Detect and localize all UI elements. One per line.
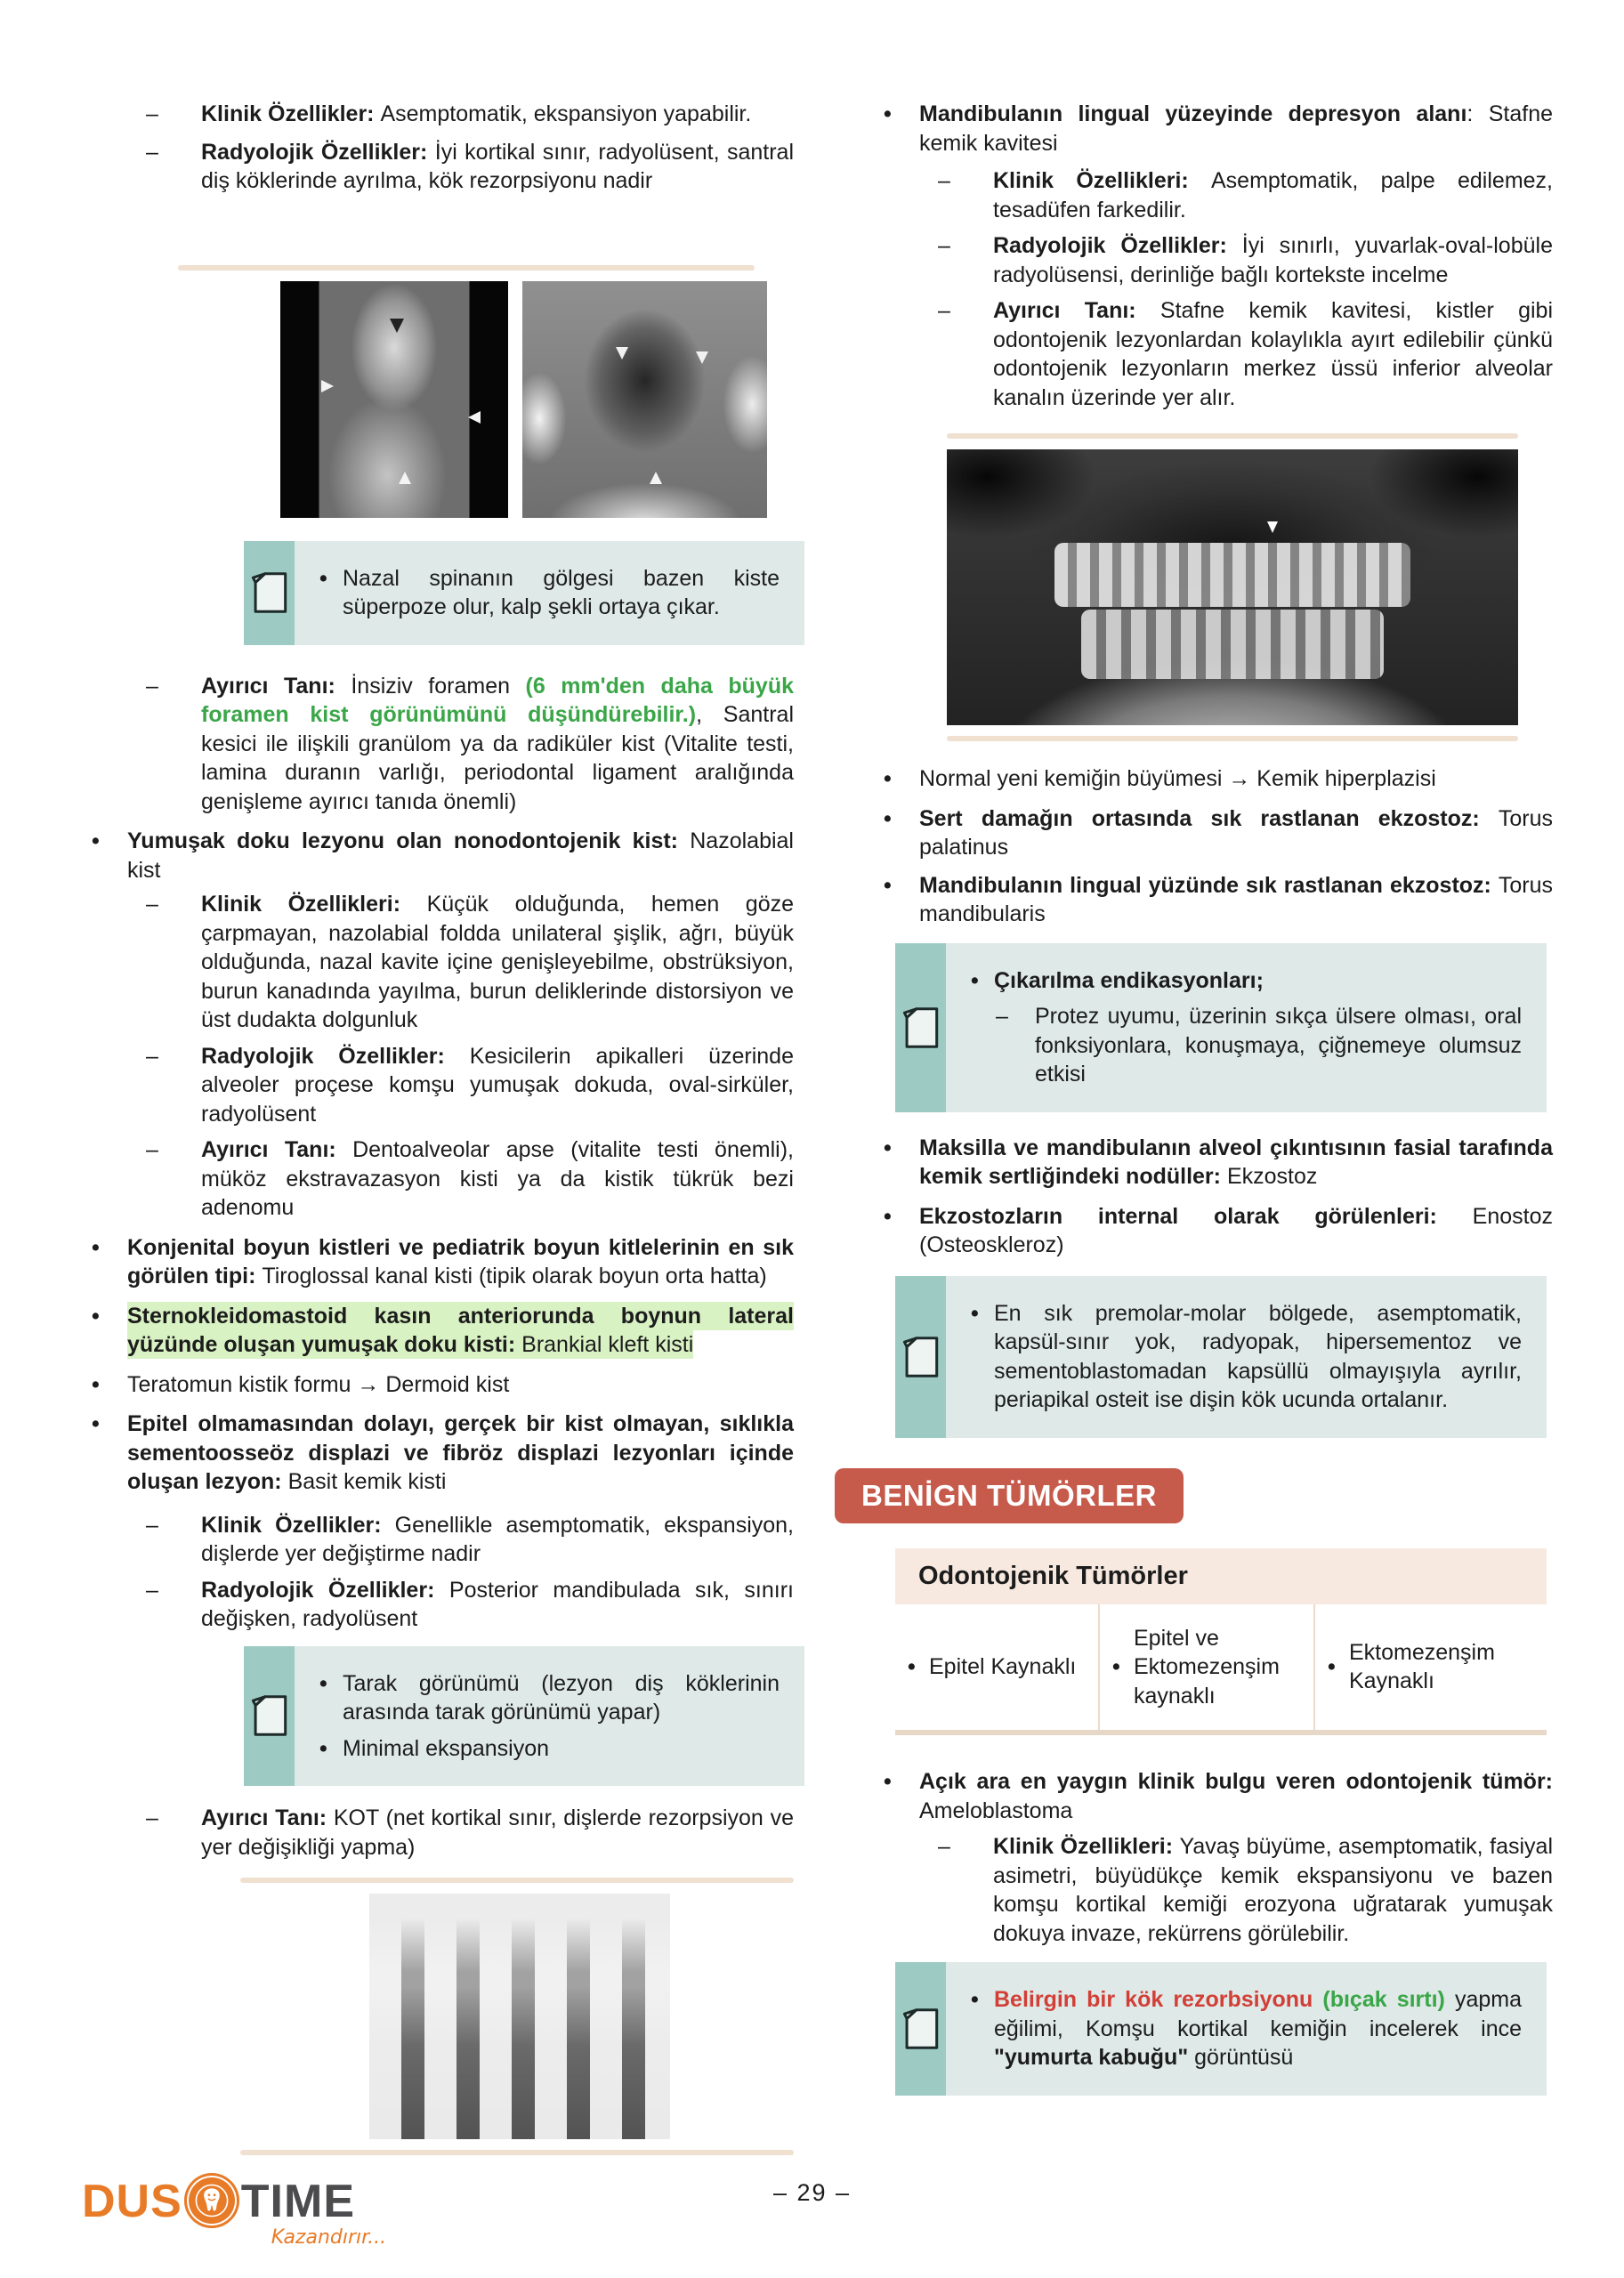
bullet-marker: • (319, 565, 327, 591)
table-body (895, 1604, 1547, 1736)
dash-item-differential (881, 296, 1553, 412)
dustime-logo (82, 2178, 386, 2248)
xray-wrap (947, 449, 1553, 725)
paragraph-text: Radyolojik Özellikler: İyi sınırlı, yuvarlak-oval-lobüle radyolüsensi, derinliğe bağlı kortekste incelme (993, 233, 1553, 287)
note-page-icon (901, 1004, 941, 1052)
paragraph-text: Normal yeni kemiğin büyümesi → Kemik hiperplazisi (919, 766, 1436, 791)
note-box-comb-appearance (244, 1646, 804, 1787)
note-text: En sık premolar-molar bölgede, asemptomatik, kapsül-sınır yok, radyopak, hipersementoz ve sementoblastomadan kapsüllü olmayışıyla ayrılır, periapikal osteit ise dişin kök ucunda ortalanır. (994, 1300, 1522, 1412)
bullet-item-ameloblastoma (881, 1767, 1553, 1825)
bullet-marker: • (884, 766, 892, 791)
note-body (295, 541, 804, 645)
figure-divider (947, 736, 1518, 741)
note-box-removal-indications (895, 943, 1547, 1112)
bullet-item-dermoid-cyst (89, 1370, 794, 1400)
note-item (971, 966, 1522, 996)
left-column (89, 100, 794, 2155)
dash-item-radiologic-features (89, 1042, 794, 1129)
xray-teeth-lower (1081, 610, 1384, 679)
paragraph-text: Klinik Özellikler: Genellikle asemptomatik, ekspansiyon, dişlerde yer değiştirme nadir (201, 1512, 795, 1566)
note-item (319, 1669, 780, 1727)
bullet-marker: • (884, 1135, 892, 1160)
note-body (946, 1276, 1547, 1438)
paragraph-text: Radyolojik Özellikler: Kesicilerin apikalleri üzerinde alveoler proçese komşu yumuşak dokuda, oval-sirküler, radyolüsent (201, 1043, 794, 1127)
paragraph-text: Teratomun kistik formu → Dermoid kist (127, 1371, 510, 1397)
table-cell-epithelial (895, 1604, 1100, 1731)
figure-molar-xray (89, 1878, 794, 2155)
xray-arrow (390, 319, 404, 333)
note-text: Belirgin bir kök rezorbsiyonu (bıçak sırtı) yapma eğilimi, Komşu kortikal kemiğin incelerek ince "yumurta kabuğu" görüntüsü (994, 1987, 1523, 2070)
bullet-marker: • (971, 967, 979, 993)
dash-item-radiologic-features (881, 231, 1553, 289)
tooth-logo-icon (184, 2173, 239, 2228)
odontogenic-tumors-table (895, 1548, 1547, 1736)
paragraph-text: Ayırıcı Tanı: İnsiziv foramen (6 mm'den daha büyük foramen kist görünümünü düşündürebilir.), Santral kesici ile ilişkili granülom ya da radiküler kist (Vitalite testi, lamina duranın varlığı, periodontal ligament aralığında genişleme ayırıcı tanıda önemli) (201, 673, 795, 814)
paragraph-text: Ayırıcı Tanı: Dentoalveolar apse (vitalite testi önemli), müköz ekstravazasyon kisti ya da kistik tükrük bezi adenomu (201, 1137, 794, 1220)
table-header: Odontojenik Tümörler (895, 1548, 1547, 1604)
bullet-marker: • (92, 1234, 100, 1260)
paragraph-text: Klinik Özellikleri: Asemptomatik, palpe edilemez, tesadüfen farkedilir. (993, 168, 1553, 222)
bullet-item-torus-palatinus (881, 804, 1553, 862)
dash-marker: – (146, 1043, 158, 1069)
note-strip (244, 1646, 295, 1787)
xray-wrap (369, 1894, 794, 2139)
bullet-item-simple-bone-cyst (89, 1410, 794, 1497)
molar-xray (369, 1894, 670, 2139)
figure-divider (240, 1878, 794, 1883)
logo-dus-text: DUS (82, 2176, 182, 2227)
dash-marker: – (146, 673, 158, 699)
bullet-marker: • (319, 1670, 327, 1696)
bullet-item-stafne-cavity (881, 100, 1553, 158)
figure-divider (178, 265, 755, 271)
note-body (946, 1962, 1547, 2096)
note-strip (895, 1962, 946, 2096)
note-text: Protez uyumu, üzerinin sıkça ülsere olması, oral fonksiyonlara, konuşmaya, çiğnemeye olumsuz etkisi (1035, 1004, 1522, 1086)
bullet-item-congenital-neck-cysts (89, 1233, 794, 1291)
dash-item-radiologic-features (89, 1576, 794, 1634)
dash-item-differential-kot (89, 1804, 794, 1862)
note-item (971, 1985, 1522, 2072)
bullet-item-enostosis (881, 1202, 1553, 1260)
xray-arrow (1267, 521, 1278, 533)
bullet-item-branchial-cleft-highlighted (89, 1302, 794, 1360)
note-item (971, 1299, 1522, 1415)
paragraph-text: Radyolojik Özellikler: Posterior mandibulada sık, sınırı değişken, radyolüsent (201, 1577, 794, 1631)
xray-arrow (696, 351, 708, 364)
paragraph-text: Mandibulanın lingual yüzeyinde depresyon alanı: Stafne kemik kavitesi (919, 101, 1553, 156)
section-header-benign-tumors: BENİGN TÜMÖRLER (835, 1468, 1184, 1523)
bullet-marker: • (971, 1300, 979, 1326)
xray-arrow (468, 411, 481, 424)
bullet-marker: • (92, 1411, 100, 1436)
paragraph-text: Epitel olmamasından dolayı, gerçek bir kist olmayan, sıklıkla sementoosseöz displazi ve fibröz displazi lezyonları içinde oluşan lezyon: Basit kemik kisti (127, 1411, 794, 1494)
bullet-item-bone-hyperplasia (881, 764, 1553, 794)
note-item (319, 1734, 780, 1764)
paragraph-text: Klinik Özellikleri: Yavaş büyüme, asemptomatik, fasiyal asimetri, büyüdükçe kemik ekspansiyonu ve bazen komşu kortikal kemiği erozyona uğratarak yumuşak dokuya invaze, rekürrens görülebilir. (993, 1834, 1553, 1946)
bullet-marker: • (908, 1654, 916, 1679)
bullet-marker: • (884, 872, 892, 898)
dash-marker: – (938, 233, 950, 258)
dash-item-clinical-features (89, 1511, 794, 1569)
dash-marker: – (938, 1834, 950, 1859)
dash-item-clinical-features (881, 166, 1553, 224)
note-body (946, 943, 1547, 1112)
dash-marker: – (146, 101, 158, 126)
dash-marker: – (146, 139, 158, 165)
bullet-marker: • (884, 805, 892, 831)
paragraph-text: Yumuşak doku lezyonu olan nonodontojenik kist: Nazolabial kist (127, 828, 794, 883)
dash-marker: – (146, 892, 158, 917)
bullet-marker: • (92, 828, 100, 853)
paragraph-text: Ekzostozların internal olarak görülenleri: Enostoz (Osteoskleroz) (919, 1203, 1553, 1257)
dash-marker: – (146, 1577, 158, 1603)
bullet-marker: • (1112, 1654, 1120, 1679)
table-cell-mixed (1100, 1604, 1315, 1731)
panoramic-xray (947, 449, 1518, 725)
logo-tagline: Kazandırır... (271, 2226, 387, 2249)
paragraph-text: Mandibulanın lingual yüzünde sık rastlanan ekzostoz: Torus mandibularis (919, 872, 1553, 926)
dash-marker: – (996, 1004, 1008, 1029)
page-number: – 29 – (772, 2179, 852, 2206)
figure-divider (947, 433, 1518, 439)
xray-arrow (650, 472, 662, 484)
dash-marker: – (146, 1137, 158, 1162)
right-column (861, 100, 1553, 2155)
note-page-icon (249, 569, 290, 617)
xray-teeth-upper (1054, 543, 1410, 607)
dash-marker: – (146, 1805, 158, 1830)
logo-time-text: TIME (240, 2176, 356, 2227)
note-item (319, 564, 780, 622)
paragraph-text: Ayırıcı Tanı: KOT (net kortikal sınır, dişlerde rezorpsiyon ve yer değişikliği yapma) (201, 1805, 794, 1860)
bullet-marker: • (1328, 1654, 1336, 1679)
paragraph-text: Sert damağın ortasında sık rastlanan ekzostoz: Torus palatinus (919, 805, 1553, 860)
dash-item-differential (89, 672, 794, 817)
note-box-enostosis-details (895, 1276, 1547, 1438)
note-box-nasal-spine (244, 541, 804, 645)
dash-marker: – (938, 298, 950, 323)
paragraph-text: Ayırıcı Tanı: Stafne kemik kavitesi, kistler gibi odontojenik lezyonlardan kolaylıkla ayırt edilebilir çünkü odontojenik lezyonların merkez üssü inferior alveolar kanalın üzerinde yer alır. (993, 298, 1553, 410)
note-page-icon (249, 1692, 290, 1740)
cell-text: Epitel ve Ektomezenşim kaynaklı (1134, 1625, 1280, 1708)
bullet-marker: • (884, 1769, 892, 1794)
paragraph-text: Klinik Özellikler: Asemptomatik, ekspansiyon yapabilir. (201, 101, 752, 126)
figure-divider (240, 2150, 794, 2155)
note-strip (244, 541, 295, 645)
figure-periapical-xrays (89, 265, 794, 518)
note-page-icon (901, 1333, 941, 1381)
periapical-xray-left (280, 281, 508, 518)
dash-item-clinical-features (881, 1832, 1553, 1948)
bullet-item-torus-mandibularis (881, 871, 1553, 929)
paragraph-text: Radyolojik Özellikler: İyi kortikal sınır, radyolüsent, santral diş köklerinde ayrılma, kök rezorpsiyonu nadir (201, 139, 795, 193)
note-strip (895, 1276, 946, 1438)
bullet-marker: • (92, 1303, 100, 1329)
highlighted-text: Sternokleidomastoid kasın anteriorunda boynun lateral yüzünde oluşan yumuşak doku kisti: Brankial kleft kisti (127, 1303, 794, 1357)
bullet-marker: • (971, 1987, 979, 2012)
dash-item-clinical-features (89, 100, 794, 129)
xray-row (280, 281, 794, 518)
bullet-marker: • (92, 1371, 100, 1397)
note-body (295, 1646, 804, 1787)
dash-marker: – (146, 1512, 158, 1538)
dash-item-clinical-features (89, 890, 794, 1035)
note-text: Nazal spinanın gölgesi bazen kiste süperpoze olur, kalp şekli ortaya çıkar. (343, 565, 780, 619)
dash-item-differential (89, 1135, 794, 1223)
figure-panoramic-xray (881, 433, 1553, 741)
note-box-root-resorption (895, 1962, 1547, 2096)
note-text: Çıkarılma endikasyonları; (994, 967, 1264, 993)
table-cell-ectomesenchymal (1315, 1604, 1547, 1731)
note-page-icon (901, 2005, 941, 2053)
paragraph-text: Konjenital boyun kistleri ve pediatrik boyun kitlelerinin en sık görülen tipi: Tiroglossal kanal kisti (tipik olarak boyun orta hatta) (127, 1234, 794, 1288)
xray-arrow (399, 472, 411, 484)
bullet-marker: • (884, 1203, 892, 1229)
paragraph-text: Maksilla ve mandibulanın alveol çıkıntısının fasial tarafında kemik sertliğindeki nodüller: Ekzostoz (919, 1135, 1553, 1189)
logo-right-block (241, 2178, 386, 2248)
bullet-item-soft-tissue-cyst (89, 827, 794, 885)
bullet-marker: • (884, 101, 892, 126)
dash-item-radiologic-features (89, 138, 794, 196)
xray-arrow (321, 380, 334, 392)
bullet-marker: • (319, 1735, 327, 1761)
note-text: Tarak görünümü (lezyon diş köklerinin arasında tarak görünümü yapar) (343, 1670, 780, 1725)
note-text: Minimal ekspansiyon (343, 1735, 550, 1761)
note-strip (895, 943, 946, 1112)
note-sub-item (971, 1002, 1522, 1089)
periapical-xray-right (522, 281, 767, 518)
dash-marker: – (938, 168, 950, 193)
paragraph-text: Klinik Özellikleri: Küçük olduğunda, hemen göze çarpmayan, nazolabial foldda unilateral şişlik, ağrı, büyük olduğunda, nazal kavite içine genişleyebilme, obstrüksiyon, burun kanadında yayılma, burun deliklerinde distorsiyon ve üst dudakta dolgunluk (201, 892, 794, 1032)
paragraph-text: Açık ara en yaygın klinik bulgu veren odontojenik tümör: Ameloblastoma (919, 1769, 1553, 1823)
cell-text: Ektomezenşim Kaynaklı (1349, 1639, 1495, 1694)
badge-row (861, 1468, 1553, 1523)
xray-arrow (616, 347, 628, 359)
bullet-item-exostosis (881, 1134, 1553, 1192)
cell-text: Epitel Kaynaklı (929, 1654, 1077, 1679)
